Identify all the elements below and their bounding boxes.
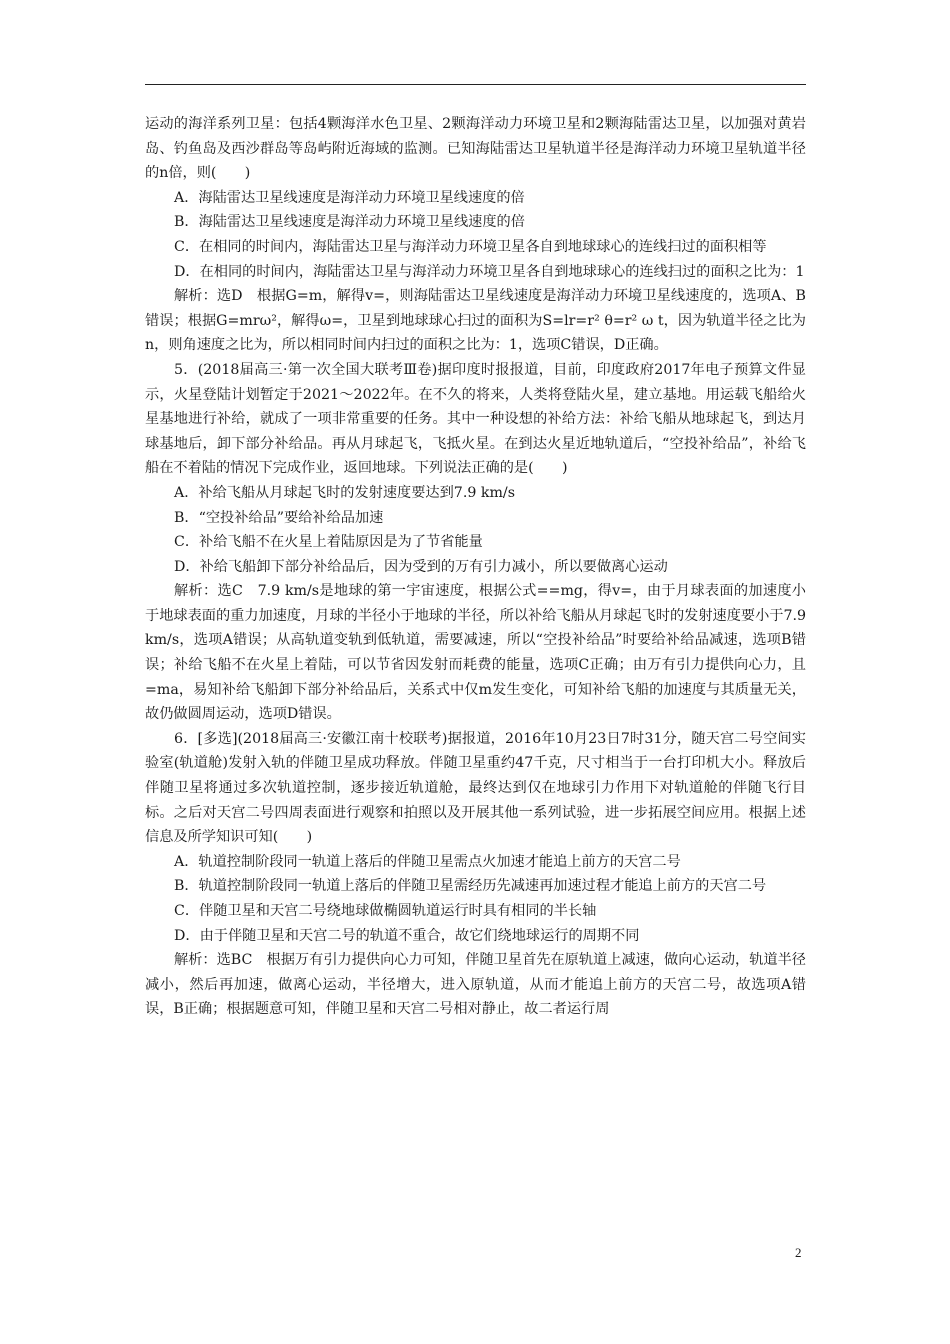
option-a: A．海陆雷达卫星线速度是海洋动力环境卫星线速度的倍 — [174, 189, 525, 206]
page-number: 2 — [795, 1245, 802, 1260]
header-rule — [145, 84, 806, 85]
option-d: D．在相同的时间内，海陆雷达卫星与海洋动力环境卫星各自到地球球心的连线扫过的面积之比为：1 — [174, 263, 805, 280]
question-5: 5．(2018届高三·第一次全国大联考Ⅲ卷)据印度时报报道，目前，印度政府2017年电子预算文件显示，火星登陆计划暂定于2021～2022年。在不久的将来，人类将登陆火星，建立基地。用运载飞船给火星基地进行补给，就成了一项非常重要的任务。其中一种设想的补给方法：补给飞船从地球起飞，到达月球基地后，卸下部分补给品。再从月球起飞，飞抵火星。在到达火星近地轨道后，“空投补给品”，补给飞船在不着陆的情况下完成作业，返回地球。下列说法正确的是( ) — [145, 361, 806, 477]
option-b: B．海陆雷达卫星线速度是海洋动力环境卫星线速度的倍 — [174, 214, 525, 231]
option-c: C．在相同的时间内，海陆雷达卫星与海洋动力环境卫星各自到地球球心的连线扫过的面积相等 — [174, 238, 767, 255]
paragraph: 运动的海洋系列卫星：包括4颗海洋水色卫星、2颗海洋动力环境卫星和2颗海陆雷达卫星，以加强对黄岩岛、钓鱼岛及西沙群岛等岛屿附近海域的监测。已知海陆雷达卫星轨道半径是海洋动力环境卫星轨道半径的n倍，则( ) — [145, 116, 806, 182]
option-a: A．轨道控制阶段同一轨道上落后的伴随卫星需点火加速才能追上前方的天宫二号 — [174, 853, 681, 870]
question-6: 6．[多选](2018届高三·安徽江南十校联考)据报道，2016年10月23日7时31分，随天宫二号空间实验室(轨道舱)发射入轨的伴随卫星成功释放。伴随卫星重约47千克，尺寸相当于一台打印机大小。释放后伴随卫星将通过多次轨道控制，逐步接近轨道舱，最终达到仅在地球引力作用下对轨道舱的伴随飞行目标。之后对天宫二号四周表面进行观察和拍照以及开展其他一系列试验，进一步拓展空间应用。根据上述信息及所学知识可知( ) — [145, 730, 806, 846]
option-c: C．伴随卫星和天宫二号绕地球做椭圆轨道运行时具有相同的半长轴 — [174, 903, 597, 919]
solution-5: 解析：选C 7.9 km/s是地球的第一宇宙速度，根据公式==mg，得v=，由于月球表面的加速度小于地球表面的重力加速度，月球的半径小于地球的半径，所以补给飞船从月球起飞时的发射速度要小于7.9 km/s，选项A错误；从高轨道变轨到低轨道，需要减速，所以“空投补给品”时要给补给品减速，选项B错误；补给飞船不在火星上着陆，可以节省因发射而耗费的能量，选项C正确；由万有引力提供向心力，且=ma，易知补给飞船卸下部分补给品后，关系式中仅m发生变化，可知补给飞船的加速度与其质量无关，故仍做圆周运动，选项D错误。 — [145, 583, 807, 723]
solution-6: 解析：选BC 根据万有引力提供向心力可知，伴随卫星首先在原轨道上减速，做向心运动，轨道半径减小，然后再加速，做离心运动，半径增大，进入原轨道，从而才能追上前方的天宫二号，故选项A错误，B正确；根据题意可知，伴随卫星和天宫二号相对静止，故二者运行周 — [145, 952, 806, 1018]
option-b: B．轨道控制阶段同一轨道上落后的伴随卫星需经历先减速再加速过程才能追上前方的天宫二号 — [174, 878, 767, 895]
option-d: D．补给飞船卸下部分补给品后，因为受到的万有引力减小，所以要做离心运动 — [174, 558, 668, 575]
option-c: C．补给飞船不在火星上着陆原因是为了节省能量 — [174, 534, 483, 551]
solution-4: 解析：选D 根据G=m，解得v=，则海陆雷达卫星线速度是海洋动力环境卫星线速度的，选项A、B错误；根据G=mrω²，解得ω=，卫星到地球球心扫过的面积为S=lr=r² θ=r² ω t，因为轨道半径之比为n，则角速度之比为，所以相同时间内扫过的面积之比为：1，选项C错误，D正确。 — [145, 288, 806, 354]
option-b: B．“空投补给品”要给补给品加速 — [174, 509, 384, 526]
option-a: A．补给飞船从月球起飞时的发射速度要达到7.9 km/s — [174, 484, 515, 501]
option-d: D．由于伴随卫星和天宫二号的轨道不重合，故它们绕地球运行的周期不同 — [174, 927, 640, 944]
document-body — [145, 112, 806, 1022]
